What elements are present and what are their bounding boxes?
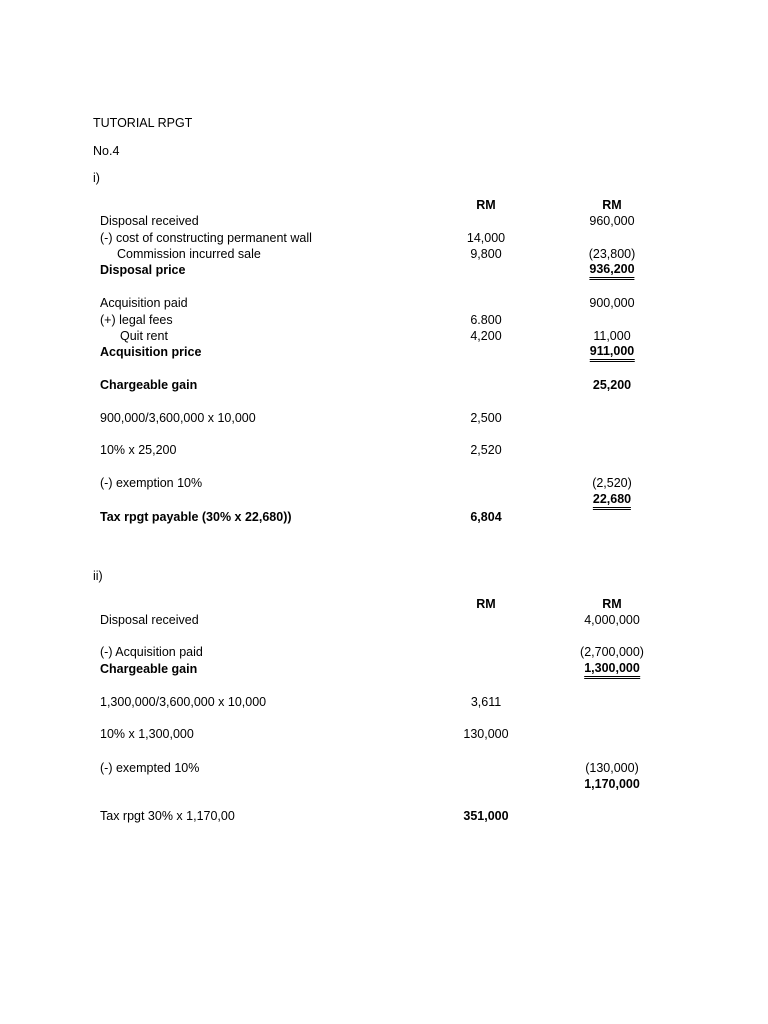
part-i-label: i) [93,171,100,185]
wall-cost-value: 14,000 [466,231,506,245]
ii-disposal-received-label: Disposal received [100,613,199,627]
ii-acquisition-paid-value: (2,700,000) [580,645,644,659]
quit-rent-label: Quit rent [120,329,168,343]
legal-fees-value: 6.800 [470,313,502,327]
ii-ratio-value: 3,611 [470,695,502,709]
quit-rent-value: 4,200 [470,329,502,343]
commission-value: 9,800 [470,247,502,261]
acquisition-price-value: 911,000 [590,344,635,362]
ii-exempted-value: (130,000) [585,761,639,775]
chargeable-gain-value: 25,200 [592,378,632,392]
tax-payable-value: 6,804 [470,510,502,524]
wall-cost-label: (-) cost of constructing permanent wall [100,231,312,245]
ii-chargeable-gain-value: 1,300,000 [584,661,640,679]
ii-tax-value: 351,000 [463,809,509,823]
ratio-value: 2,500 [470,411,502,425]
ii-exempted-label: (-) exempted 10% [100,761,200,775]
disposal-received-value: 960,000 [589,214,635,228]
part-i-col1-header: RM [476,198,496,212]
tax-payable-label: Tax rpgt payable (30% x 22,680)) [100,510,292,524]
question-number: No.4 [93,144,120,158]
ii-net-gain-value: 1,170,000 [584,777,640,791]
ten-percent-label: 10% x 25,200 [100,443,177,457]
exemption-label: (-) exemption 10% [100,476,203,490]
part-ii-col1-header: RM [476,597,496,611]
ten-percent-value: 2,520 [470,443,502,457]
deductions-total: (23,800) [588,247,636,261]
ii-tax-label: Tax rpgt 30% x 1,170,00 [100,809,235,823]
chargeable-gain-label: Chargeable gain [100,378,198,392]
disposal-received-label: Disposal received [100,214,199,228]
ii-acquisition-paid-label: (-) Acquisition paid [100,645,203,659]
disposal-price-value: 936,200 [589,262,634,280]
commission-label: Commission incurred sale [117,247,261,261]
part-i-col2-header: RM [602,198,622,212]
legal-fees-label: (+) legal fees [100,313,173,327]
part-ii-label: ii) [93,569,103,583]
ratio-label: 900,000/3,600,000 x 10,000 [100,411,256,425]
acquisition-paid-label: Acquisition paid [100,296,188,310]
net-gain-value: 22,680 [593,492,631,510]
ii-disposal-received-value: 4,000,000 [584,613,640,627]
part-ii-col2-header: RM [602,597,622,611]
ii-chargeable-gain-label: Chargeable gain [100,662,198,676]
ii-ten-percent-value: 130,000 [463,727,509,741]
ii-ratio-label: 1,300,000/3,600,000 x 10,000 [100,695,267,709]
acquisition-price-label: Acquisition price [100,345,202,359]
acquisition-paid-value: 900,000 [589,296,635,310]
ii-ten-percent-label: 10% x 1,300,000 [100,727,194,741]
document-title: TUTORIAL RPGT [93,116,193,130]
exemption-value: (2,520) [592,476,632,490]
additions-total: 11,000 [593,329,631,343]
disposal-price-label: Disposal price [100,263,186,277]
